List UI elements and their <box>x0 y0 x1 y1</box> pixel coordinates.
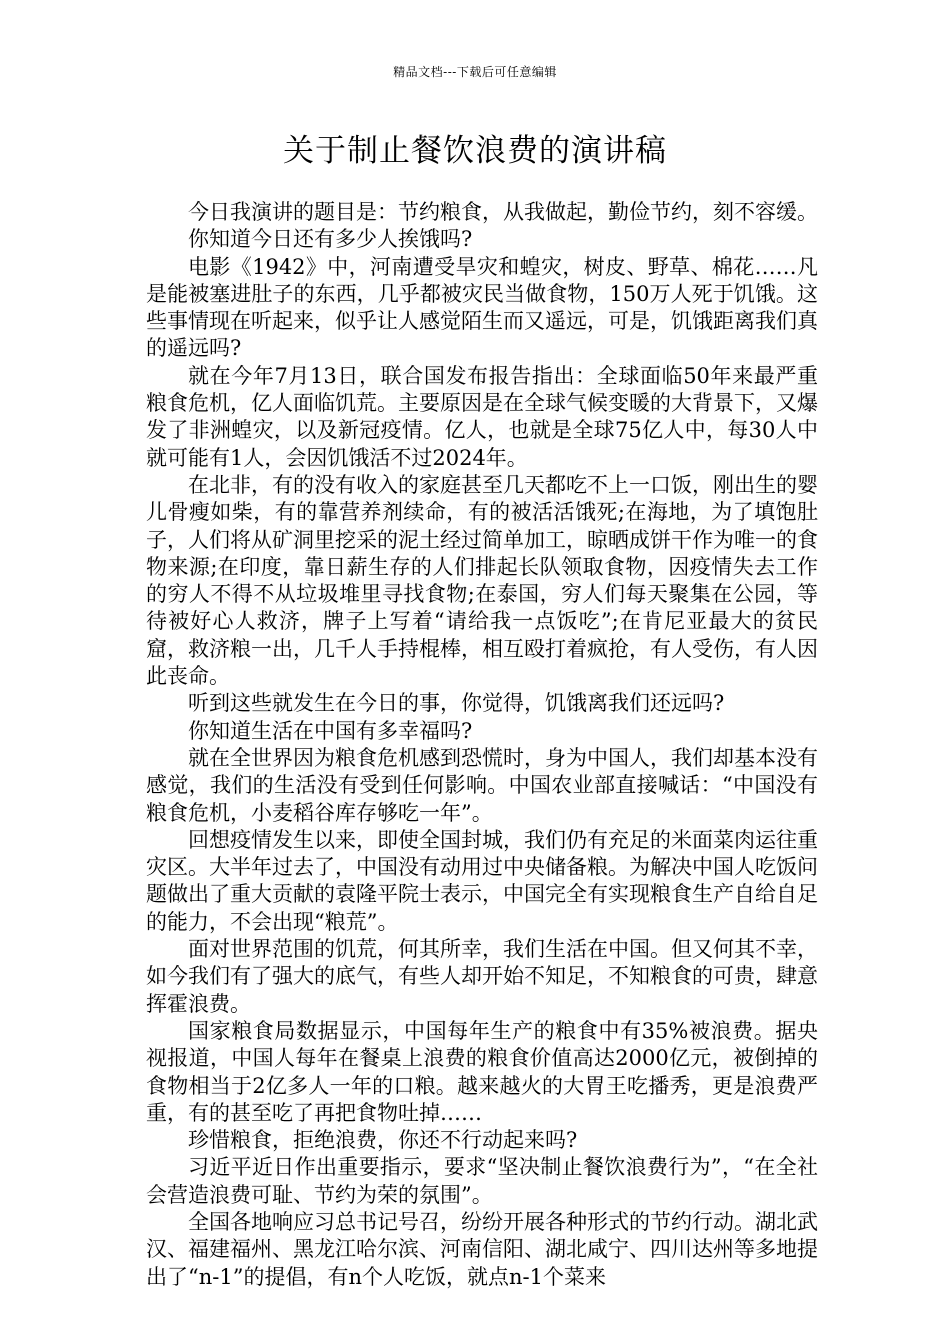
header-note: 精品文档---下载后可任意编辑 <box>393 65 557 79</box>
paragraph: 珍惜粮食，拒绝浪费，你还不行动起来吗? <box>188 1128 578 1153</box>
paragraph: 就在今年7月13日，联合国发布报告指出：全球面临50年来最严重粮食危机，亿人面临饥荒。主要原因是在全球气候变暖的大背景下，又爆发了非洲蝗灾，以及新冠疫情。亿人，也就是全球75亿人中，每30人中就可能有1人，会因饥饿活不过2024年。 <box>146 363 818 470</box>
paragraph: 就在全世界因为粮食危机感到恐慌时，身为中国人，我们却基本没有感觉，我们的生活没有受到任何影响。中国农业部直接喊话：“中国没有粮食危机，小麦稻谷库存够吃一年”。 <box>146 745 818 825</box>
paragraph: 电影《1942》中，河南遭受旱灾和蝗灾，树皮、野草、棉花……凡是能被塞进肚子的东西，几乎都被灾民当做食物，150万人死于饥饿。这些事情现在听起来，似乎让人感觉陌生而又遥远，可是，饥饿距离我们真的遥远吗? <box>146 254 818 361</box>
paragraph: 回想疫情发生以来，即使全国封城，我们仍有充足的米面菜肉运往重灾区。大半年过去了，中国没有动用过中央储备粮。为解决中国人吃饭问题做出了重大贡献的袁隆平院士表示，中国完全有实现粮食生产自给自足的能力，不会出现“粮荒”。 <box>146 827 818 934</box>
document-body <box>146 199 818 1291</box>
paragraph: 全国各地响应习总书记号召，纷纷开展各种形式的节约行动。湖北武汉、福建福州、黑龙江哈尔滨、河南信阳、湖北咸宁、四川达州等多地提出了“n-1”的提倡，有n个人吃饭，就点n-1个菜来 <box>146 1209 818 1289</box>
paragraph: 听到这些就发生在今日的事，你觉得，饥饿离我们还远吗? <box>188 691 725 716</box>
paragraph: 习近平近日作出重要指示，要求“坚决制止餐饮浪费行为”，“在全社会营造浪费可耻、节约为荣的氛围”。 <box>146 1155 818 1207</box>
paragraph: 今日我演讲的题目是：节约粮食，从我做起，勤俭节约，刻不容缓。 <box>188 200 818 224</box>
paragraph: 面对世界范围的饥荒，何其所幸，我们生活在中国。但又何其不幸，如今我们有了强大的底气，有些人却开始不知足，不知粮食的可贵，肆意挥霍浪费。 <box>146 937 818 1016</box>
paragraph: 你知道今日还有多少人挨饿吗? <box>188 227 473 252</box>
document-title: 关于制止餐饮浪费的演讲稿 <box>283 133 667 169</box>
paragraph: 在北非，有的没有收入的家庭甚至几天都吃不上一口饭，刚出生的婴儿骨瘦如柴，有的靠营养剂续命，有的被活活饿死;在海地，为了填饱肚子，人们将从矿洞里挖采的泥土经过简单加工，晾晒成饼干作为唯一的食物来源;在印度，靠日薪生存的人们排起长队领取食物，因疫情失去工作的穷人不得不从垃圾堆里寻找食物;在泰国，穷人们每天聚集在公园，等待被好心人救济，牌子上写着“请给我一点饭吃”;在肯尼亚最大的贫民窟，救济粮一出，几千人手持棍棒，相互殴打着疯抢，有人受伤，有人因此丧命。 <box>146 472 818 689</box>
paragraph: 国家粮食局数据显示，中国每年生产的粮食中有35%被浪费。据央视报道，中国人每年在餐桌上浪费的粮食价值高达2000亿元，被倒掉的食物相当于2亿多人一年的口粮。越来越火的大胃王吃播秀，更是浪费严重，有的甚至吃了再把食物吐掉…… <box>146 1018 818 1125</box>
paragraph: 你知道生活在中国有多幸福吗? <box>188 718 473 743</box>
